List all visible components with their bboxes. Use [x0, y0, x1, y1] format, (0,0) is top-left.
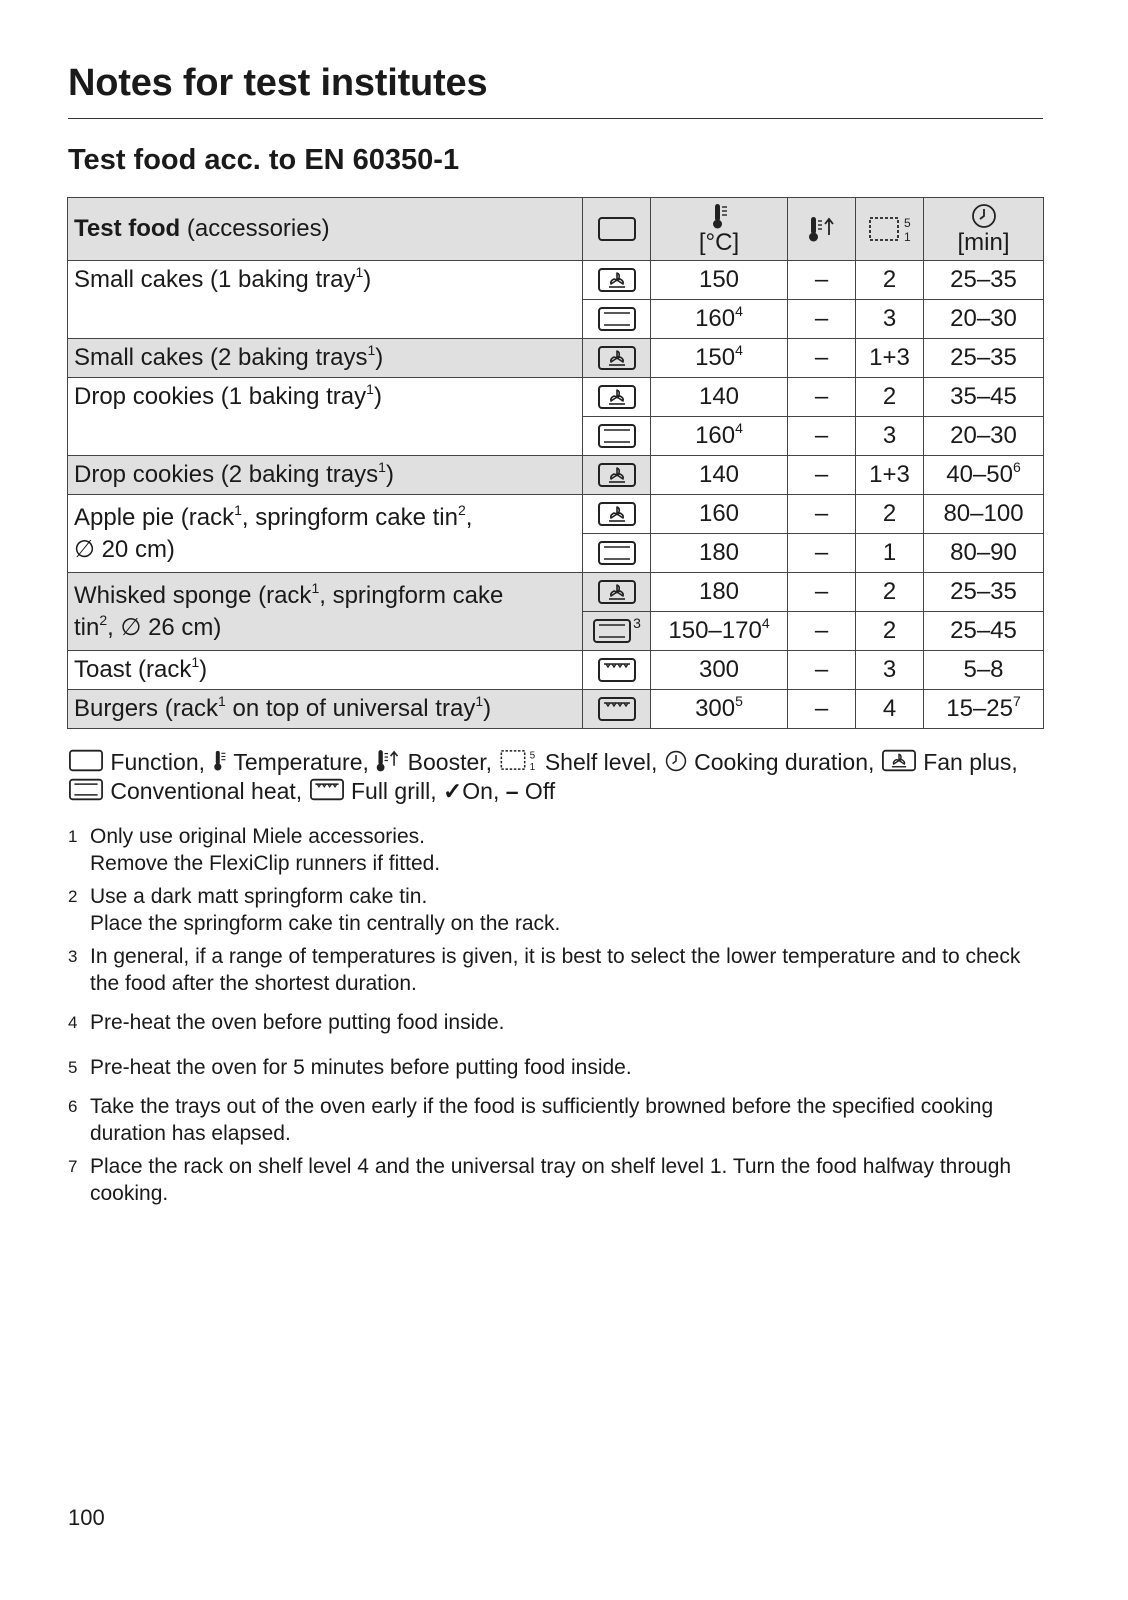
booster-cell: – [788, 378, 856, 417]
booster-cell: – [788, 651, 856, 690]
thermometer-icon [211, 748, 227, 773]
table-row [68, 378, 1044, 417]
shelf-cell: 2 [856, 612, 924, 651]
temperature-cell: 160 [651, 495, 788, 534]
function-cell [583, 261, 651, 300]
booster-icon [807, 215, 837, 243]
footnote: 2 Use a dark matt springform cake tin. Place the springform cake tin centrally on the rack. [68, 885, 561, 935]
header-booster [788, 198, 856, 261]
booster-cell: – [788, 612, 856, 651]
fan-plus-icon [597, 383, 637, 411]
section-title: Test food acc. to EN 60350-1 [68, 144, 460, 176]
header-function [583, 198, 651, 261]
footnote: 5 Pre-heat the oven for 5 minutes before putting food inside. [68, 1056, 632, 1079]
test-food-table [67, 197, 1044, 729]
temperature-cell: 180 [651, 573, 788, 612]
shelf-cell: 4 [856, 690, 924, 729]
duration-cell: $40-50^6$ [924, 456, 1044, 495]
fan-plus-icon [597, 500, 637, 528]
duration-cell: 20–30 [924, 417, 1044, 456]
fan-plus-icon [597, 461, 637, 489]
temperature-cell: 150 [651, 261, 788, 300]
duration-cell: 80–90 [924, 534, 1044, 573]
footnote: 4 Pre-heat the oven before putting food inside. [68, 1011, 505, 1034]
function-cell [583, 339, 651, 378]
booster-cell: – [788, 573, 856, 612]
title-divider [68, 118, 1043, 119]
header-shelf-level [856, 198, 924, 261]
function-cell [583, 417, 651, 456]
shelf-cell: 1+3 [856, 339, 924, 378]
shelf-cell: 2 [856, 261, 924, 300]
temperature-cell: $300^5$ [651, 690, 788, 729]
function-cell [583, 378, 651, 417]
full-grill-icon [309, 777, 345, 802]
food-cell: Toast (rack$^1$) [68, 651, 583, 690]
full-grill-icon [597, 695, 637, 723]
booster-cell: – [788, 495, 856, 534]
function-cell [583, 495, 651, 534]
conventional-heat-icon [597, 422, 637, 450]
fan-plus-icon [597, 578, 637, 606]
table-row [68, 573, 1044, 612]
shelf-cell: 3 [856, 300, 924, 339]
shelf-cell: 2 [856, 573, 924, 612]
footnote: 7 Place the rack on shelf level 4 and the universal tray on shelf level 1. Turn the food halfway through cooking. [68, 1155, 1012, 1205]
food-cell: Apple pie (rack$^1$, springform cake tin$^2$, ∅ 20 cm) [68, 495, 583, 573]
table-row [68, 690, 1044, 729]
duration-cell: 80–100 [924, 495, 1044, 534]
function-cell [583, 534, 651, 573]
duration-cell: 5–8 [924, 651, 1044, 690]
page-title: Notes for test institutes [68, 62, 488, 104]
duration-cell: 20–30 [924, 300, 1044, 339]
temperature-cell: 140 [651, 378, 788, 417]
footnote: 1 Only use original Miele accessories. Remove the FlexiClip runners if fitted. [68, 825, 441, 875]
header-temperature: [°C] [651, 198, 788, 261]
duration-cell: 35–45 [924, 378, 1044, 417]
thermometer-icon [709, 202, 729, 230]
shelf-cell: 2 [856, 378, 924, 417]
shelf-level-icon [866, 214, 914, 244]
food-cell: Whisked sponge (rack$^1$, springform cake tin$^2$, ∅ 26 cm) [68, 573, 583, 651]
footnotes [68, 823, 1043, 1207]
conventional-heat-icon [68, 777, 104, 802]
duration-cell: $15-25^7$ [924, 690, 1044, 729]
function-cell [583, 651, 651, 690]
shelf-level-icon [498, 747, 538, 773]
header-duration: [min] [924, 198, 1044, 261]
duration-cell: 25–45 [924, 612, 1044, 651]
booster-cell: – [788, 339, 856, 378]
function-icon [597, 215, 637, 243]
dash-mark: – [505, 778, 519, 804]
full-grill-icon [597, 656, 637, 684]
temperature-cell: 300 [651, 651, 788, 690]
booster-cell: – [788, 456, 856, 495]
conventional-heat-icon [592, 617, 632, 645]
temperature-cell: $150^4$ [651, 339, 788, 378]
temperature-cell: $160^4$ [651, 300, 788, 339]
conventional-heat-icon [597, 305, 637, 333]
booster-icon [375, 748, 401, 773]
fan-plus-icon [597, 344, 637, 372]
temperature-cell: $150-170^4$ [651, 612, 788, 651]
table-row [68, 339, 1044, 378]
duration-cell: 25–35 [924, 339, 1044, 378]
temperature-cell: $160^4$ [651, 417, 788, 456]
food-cell: Burgers (rack$^1$ on top of universal tray$^1$) [68, 690, 583, 729]
food-cell: Small cakes (1 baking tray$^1$) [68, 261, 583, 339]
function-cell [583, 456, 651, 495]
food-cell: Drop cookies (2 baking trays$^1$) [68, 456, 583, 495]
table-row [68, 456, 1044, 495]
function-cell [583, 573, 651, 612]
header-test-food: Test food (accessories) [68, 198, 583, 261]
check-mark-icon: ✓ [443, 778, 463, 804]
duration-cell: 25–35 [924, 261, 1044, 300]
symbol-legend: Function, Temperature, Booster, Shelf level, Cooking duration, Fan plus, Conventional heat, Full grill, ✓On, – Off [68, 747, 1043, 806]
booster-cell: – [788, 300, 856, 339]
function-cell: 3 [583, 612, 651, 651]
shelf-cell: 3 [856, 417, 924, 456]
page-number: 100 [68, 1505, 105, 1530]
conventional-heat-icon [597, 539, 637, 567]
duration-cell: 25–35 [924, 573, 1044, 612]
footnote: 6 Take the trays out of the oven early if the food is sufficiently browned before the specified cooking duration has elapsed. [68, 1095, 994, 1145]
temperature-cell: 140 [651, 456, 788, 495]
function-cell [583, 300, 651, 339]
table-row [68, 261, 1044, 300]
function-icon [68, 748, 104, 773]
fan-plus-icon [597, 266, 637, 294]
table-row [68, 651, 1044, 690]
table-header-row [68, 198, 1044, 261]
table-row [68, 495, 1044, 534]
shelf-cell: 3 [856, 651, 924, 690]
shelf-cell: 1+3 [856, 456, 924, 495]
booster-cell: – [788, 417, 856, 456]
fan-plus-icon [881, 748, 917, 773]
temperature-cell: 180 [651, 534, 788, 573]
food-cell: Drop cookies (1 baking tray$^1$) [68, 378, 583, 456]
clock-icon [664, 749, 688, 773]
food-cell: Small cakes (2 baking trays$^1$) [68, 339, 583, 378]
footnote: 3 In general, if a range of temperatures is given, it is best to select the lower temperature and to check the food after the shortest duration. [68, 945, 1021, 995]
function-cell [583, 690, 651, 729]
booster-cell: – [788, 534, 856, 573]
shelf-cell: 1 [856, 534, 924, 573]
clock-icon [970, 202, 998, 230]
booster-cell: – [788, 261, 856, 300]
shelf-cell: 2 [856, 495, 924, 534]
booster-cell: – [788, 690, 856, 729]
